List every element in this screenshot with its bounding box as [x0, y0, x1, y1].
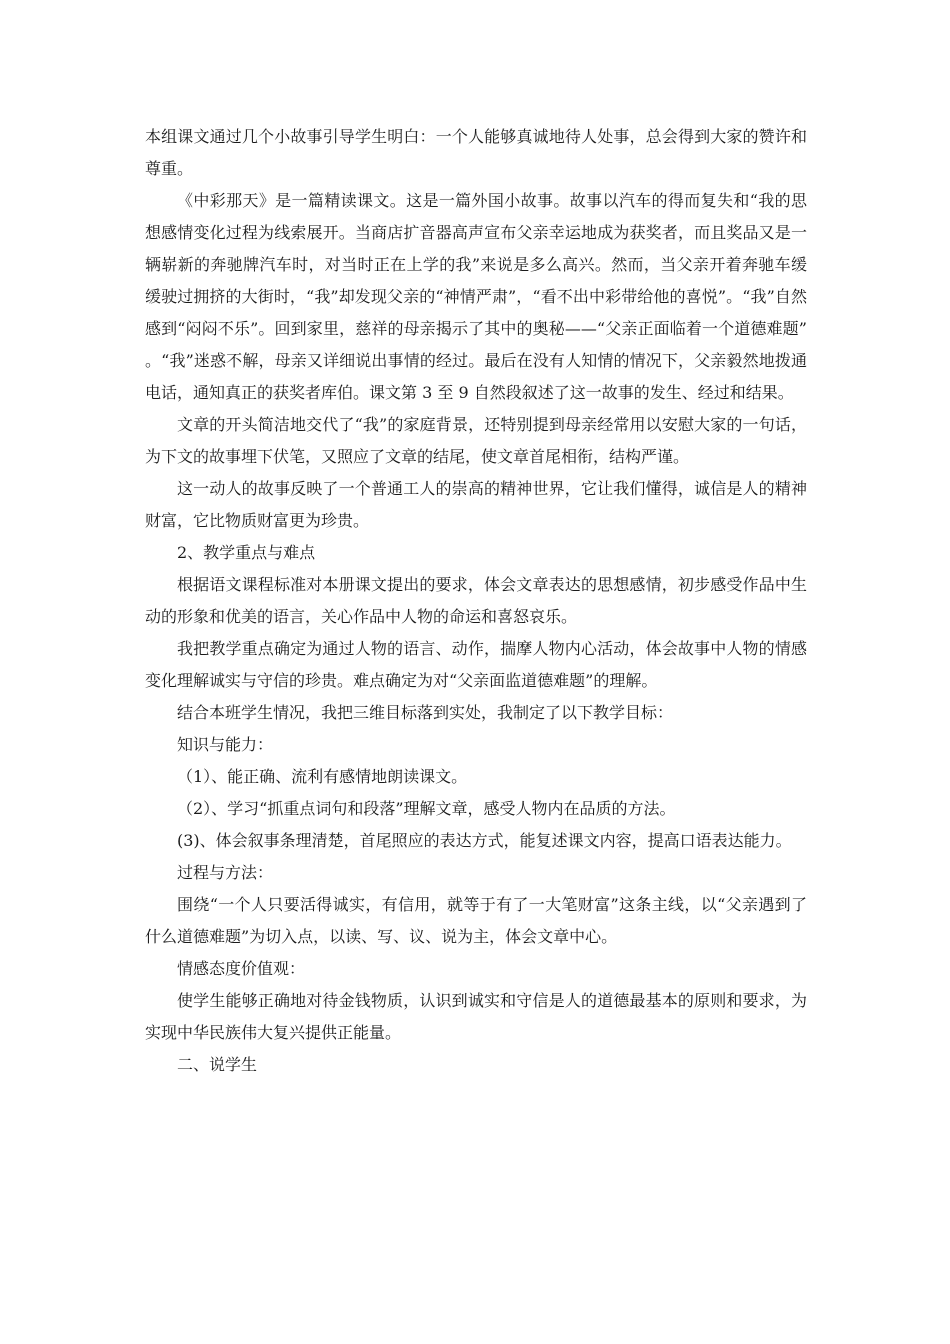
paragraph: 这一动人的故事反映了一个普通工人的崇高的精神世界，它让我们懂得，诚信是人的精神财富，它比物质财富更为珍贵。: [145, 479, 807, 530]
section-heading: 二、说学生: [177, 1055, 258, 1074]
section-heading: 2、教学重点与难点: [177, 543, 316, 562]
paragraph: 文章的开头简洁地交代了“我”的家庭背景，还特别提到母亲经常用以安慰大家的一句话，为下文的故事埋下伏笔，又照应了文章的结尾，使文章首尾相衔，结构严谨。: [145, 415, 807, 466]
list-item: （1）、能正确、流利有感情地朗读课文。: [177, 767, 468, 786]
paragraph: 结合本班学生情况，我把三维目标落到实处，我制定了以下教学目标：: [177, 703, 674, 722]
paragraph: 本组课文通过几个小故事引导学生明白：一个人能够真诚地待人处事，总会得到大家的赞许和尊重。: [145, 127, 807, 178]
subheading: 情感态度价值观：: [177, 959, 306, 978]
list-item: （2）、学习“抓重点词句和段落”理解文章，感受人物内在品质的方法。: [177, 799, 676, 818]
paragraph: 我把教学重点确定为通过人物的语言、动作，揣摩人物内心活动，体会故事中人物的情感变化理解诚实与守信的珍贵。难点确定为对“父亲面监道德难题”的理解。: [145, 639, 807, 690]
list-item: (3)、体会叙事条理清楚，首尾照应的表达方式，能复述课文内容，提高口语表达能力。: [177, 831, 792, 850]
subheading: 过程与方法：: [177, 863, 274, 882]
document-body: [145, 121, 807, 1081]
paragraph: 《中彩那天》是一篇精读课文。这是一篇外国小故事。故事以汽车的得而复失和“我的思想感情变化过程为线索展开。当商店扩音器高声宣布父亲幸运地成为获奖者，而且奖品又是一辆崭新的奔驰牌汽车时，对当时正在上学的我”来说是多么高兴。然而，当父亲开着奔驰车缓缓驶过拥挤的大街时，“我”却发现父亲的“神情严肃”，“看不出中彩带给他的喜悦”。“我”自然感到“闷闷不乐”。回到家里，慈祥的母亲揭示了其中的奥秘——“父亲正面临着一个道德难题”。“我”迷惑不解，母亲又详细说出事情的经过。最后在没有人知情的情况下，父亲毅然地拨通电话，通知真正的获奖者库伯。课文第 3 至 9 自然段叙述了这一故事的发生、经过和结果。: [145, 191, 807, 402]
paragraph: 围绕“一个人只要活得诚实，有信用，就等于有了一大笔财富”这条主线，以“父亲遇到了什么道德难题”为切入点，以读、写、议、说为主，体会文章中心。: [145, 895, 807, 946]
paragraph: 根据语文课程标准对本册课文提出的要求，体会文章表达的思想感情，初步感受作品中生动的形象和优美的语言，关心作品中人物的命运和喜怒哀乐。: [145, 575, 807, 626]
subheading: 知识与能力：: [177, 735, 274, 754]
paragraph: 使学生能够正确地对待金钱物质，认识到诚实和守信是人的道德最基本的原则和要求，为实现中华民族伟大复兴提供正能量。: [145, 991, 807, 1042]
